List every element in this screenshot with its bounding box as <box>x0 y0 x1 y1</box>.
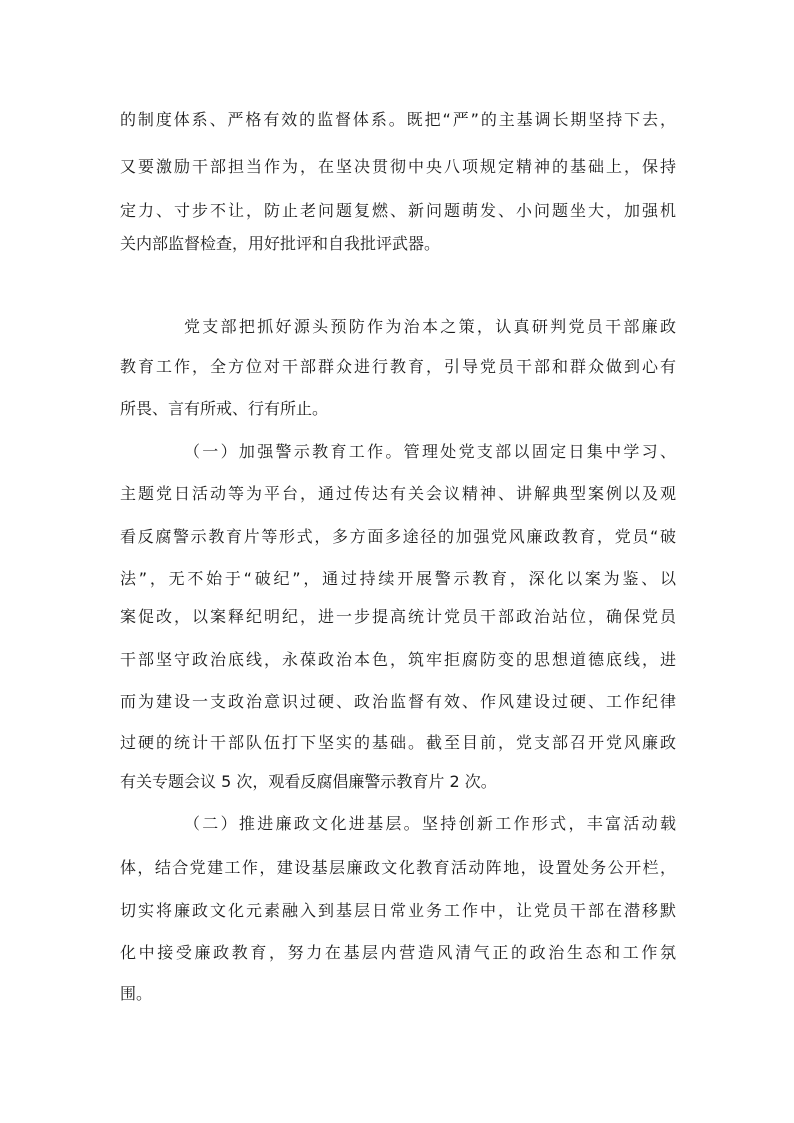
paragraph-1-line-2: 又要激励干部担当作为，在坚决贯彻中央八项规定精神的基础上，保持 <box>120 157 676 176</box>
paragraph-1-line-4: 关内部监督检查，用好批评和自我批评武器。 <box>120 234 441 253</box>
paragraph-3-line-3: 看反腐警示教育片等形式，多方面多途径的加强党风廉政教育，党员“破 <box>120 527 676 546</box>
paragraph-2-line-3: 所畏、言有所戒、行有所止。 <box>120 399 329 418</box>
paragraph-4-line-4: 化中接受廉政教育，努力在基层内营造风清气正的政治生态和工作氛 <box>120 943 676 962</box>
paragraph-3-line-7: 而为建设一支政治意识过硬、政治监督有效、作风建设过硬、工作纪律 <box>120 692 676 711</box>
paragraph-4-line-1: （二）推进廉政文化进基层。坚持创新工作形式，丰富活动载 <box>184 814 676 833</box>
paragraph-1-line-1: 的制度体系、严格有效的监督体系。既把“严”的主基调长期坚持下去， <box>120 110 676 129</box>
paragraph-3-line-4: 法”，无不始于“破纪”，通过持续开展警示教育，深化以案为鉴、以 <box>120 569 676 588</box>
paragraph-3-line-2: 主题党日活动等为平台，通过传达有关会议精神、讲解典型案例以及观 <box>120 484 676 503</box>
paragraph-4-line-2: 体，结合党建工作，建设基层廉政文化教育活动阵地，设置处务公开栏， <box>120 858 676 877</box>
paragraph-2-line-2: 教育工作，全方位对干部群众进行教育，引导党员干部和群众做到心有 <box>120 357 676 376</box>
paragraph-3-line-8: 过硬的统计干部队伍打下坚实的基础。截至目前，党支部召开党风廉政 <box>120 733 676 752</box>
paragraph-1-line-3: 定力、寸步不让，防止老问题复燃、新问题萌发、小问题坐大，加强机 <box>120 201 676 220</box>
paragraph-4-line-3: 切实将廉政文化元素融入到基层日常业务工作中，让党员干部在潜移默 <box>120 901 676 920</box>
paragraph-3-line-5: 案促改，以案释纪明纪，进一步提高统计党员干部政治站位，确保党员 <box>120 607 676 626</box>
paragraph-3-line-6: 干部坚守政治底线，永葆政治本色，筑牢拒腐防变的思想道德底线，进 <box>120 650 676 669</box>
paragraph-3-line-9: 有关专题会议 5 次，观看反腐倡廉警示教育片 2 次。 <box>120 772 497 791</box>
paragraph-4-line-5: 围。 <box>120 984 153 1003</box>
paragraph-3-line-1: （一）加强警示教育工作。管理处党支部以固定日集中学习、 <box>184 442 676 461</box>
paragraph-2-line-1: 党支部把抓好源头预防作为治本之策，认真研判党员干部廉政 <box>184 317 676 336</box>
